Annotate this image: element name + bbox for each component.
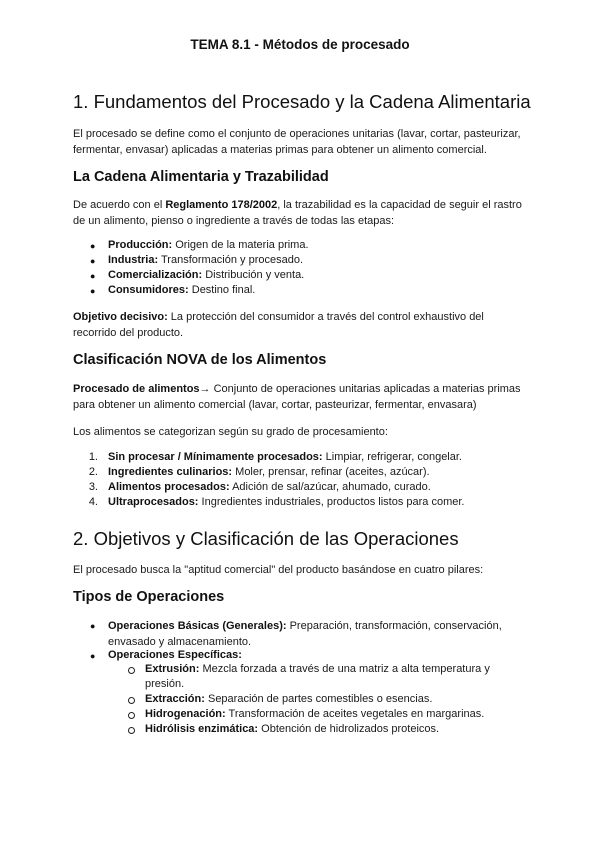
item-label: Alimentos procesados:	[108, 481, 230, 493]
list-item	[145, 722, 439, 737]
item-text: Distribución y venta.	[202, 269, 305, 281]
list-item	[108, 253, 303, 268]
list-item	[108, 618, 528, 650]
item-label: Producción:	[108, 239, 173, 251]
text-run: → Conjunto de operaciones unitarias aplicadas a materias primas	[199, 383, 521, 395]
bullet-icon: ●	[90, 651, 96, 661]
list-item	[108, 465, 430, 480]
objective-label: Objetivo decisivo:	[73, 311, 168, 323]
item-label: Industria:	[108, 254, 159, 266]
circle-bullet-icon	[128, 667, 135, 674]
nova-heading: Clasificación NOVA de los Alimentos	[73, 352, 327, 368]
item-label: Hidrólisis enzimática:	[145, 723, 259, 735]
text-run: , la trazabilidad es la capacidad de seguir el rastro	[277, 199, 522, 211]
text-run: La protección del consumidor a través del control exhaustivo del	[167, 311, 484, 323]
item-label: Sin procesar / Mínimamente procesados:	[108, 451, 323, 463]
list-item	[108, 268, 304, 283]
section-2-heading: 2. Objetivos y Clasificación de las Operaciones	[73, 528, 459, 549]
circle-bullet-icon	[128, 712, 135, 719]
nova-definition	[73, 381, 535, 413]
tipos-heading: Tipos de Operaciones	[73, 589, 225, 605]
list-item	[145, 692, 432, 707]
text-run: De acuerdo con el	[73, 199, 166, 211]
list-number: 3.	[88, 481, 98, 493]
list-item	[108, 648, 242, 663]
item-text: Adición de sal/azúcar, ahumado, curado.	[229, 481, 431, 493]
item-text: Moler, prensar, refinar (aceites, azúcar).	[232, 466, 430, 478]
bullet-icon: ●	[90, 271, 96, 281]
item-text: Obtención de hidrolizados proteicos.	[258, 723, 440, 735]
list-item	[108, 238, 309, 253]
list-number: 4.	[88, 496, 98, 508]
item-text: presión.	[145, 678, 185, 690]
item-text: Destino final.	[188, 284, 256, 296]
item-label: Hidrogenación:	[145, 708, 226, 720]
bullet-icon: ●	[90, 621, 96, 631]
list-item	[108, 283, 255, 298]
list-item	[108, 495, 464, 510]
list-item	[145, 707, 484, 722]
item-label: Extrusión:	[145, 663, 200, 675]
item-text: Limpiar, refrigerar, congelar.	[322, 451, 462, 463]
categorize-text: Los alimentos se categorizan según su grado de procesamiento:	[73, 426, 388, 438]
item-text: Origen de la materia prima.	[172, 239, 309, 251]
list-number: 2.	[88, 466, 98, 478]
section-2-intro: El procesado busca la "aptitud comercial" del producto basándose en cuatro pilares:	[73, 564, 484, 576]
item-text: Mezcla forzada a través de una matriz a alta temperatura y	[199, 663, 490, 675]
section-1-heading: 1. Fundamentos del Procesado y la Cadena Alimentaria	[73, 91, 531, 112]
text-run: recorrido del producto.	[73, 327, 184, 339]
bullet-icon: ●	[90, 256, 96, 266]
item-label: Operaciones Específicas:	[108, 649, 242, 661]
list-number: 1.	[88, 451, 98, 463]
item-label: Comercialización:	[108, 269, 203, 281]
item-label: Operaciones Básicas (Generales):	[108, 620, 287, 632]
item-text: envasado y almacenamiento.	[108, 636, 252, 648]
text-run: para obtener un alimento comercial (lavar, cortar, pasteurizar, fermentar, envasara)	[73, 399, 477, 411]
definition-label: Procesado de alimentos	[73, 383, 200, 395]
item-label: Extracción:	[145, 693, 205, 705]
list-item	[108, 480, 431, 495]
circle-bullet-icon	[128, 697, 135, 704]
intro-line: fermentar, envasar) aplicadas a materias primas para obtener un alimento comercial.	[73, 144, 487, 156]
regulation-ref: Reglamento 178/2002	[165, 199, 278, 211]
objective-paragraph	[73, 309, 535, 341]
list-item	[108, 450, 462, 465]
list-item	[145, 662, 515, 692]
section-1-intro	[73, 126, 535, 158]
bullet-icon: ●	[90, 286, 96, 296]
item-text: Preparación, transformación, conservación,	[286, 620, 502, 632]
item-text: Separación de partes comestibles o esencias.	[204, 693, 433, 705]
item-label: Ultraprocesados:	[108, 496, 199, 508]
item-label: Consumidores:	[108, 284, 189, 296]
cadena-heading: La Cadena Alimentaria y Trazabilidad	[73, 169, 329, 185]
text-run: de un alimento, pienso o ingrediente a través de todas las etapas:	[73, 215, 395, 227]
bullet-icon: ●	[90, 241, 96, 251]
intro-line: El procesado se define como el conjunto de operaciones unitarias (lavar, cortar, pasteurizar,	[73, 128, 521, 140]
item-text: Transformación y procesado.	[158, 254, 304, 266]
circle-bullet-icon	[128, 727, 135, 734]
item-label: Ingredientes culinarios:	[108, 466, 233, 478]
cadena-paragraph	[73, 197, 535, 229]
item-text: Transformación de aceites vegetales en margarinas.	[225, 708, 485, 720]
document-title: TEMA 8.1 - Métodos de procesado	[190, 37, 410, 52]
item-text: Ingredientes industriales, productos listos para comer.	[198, 496, 465, 508]
